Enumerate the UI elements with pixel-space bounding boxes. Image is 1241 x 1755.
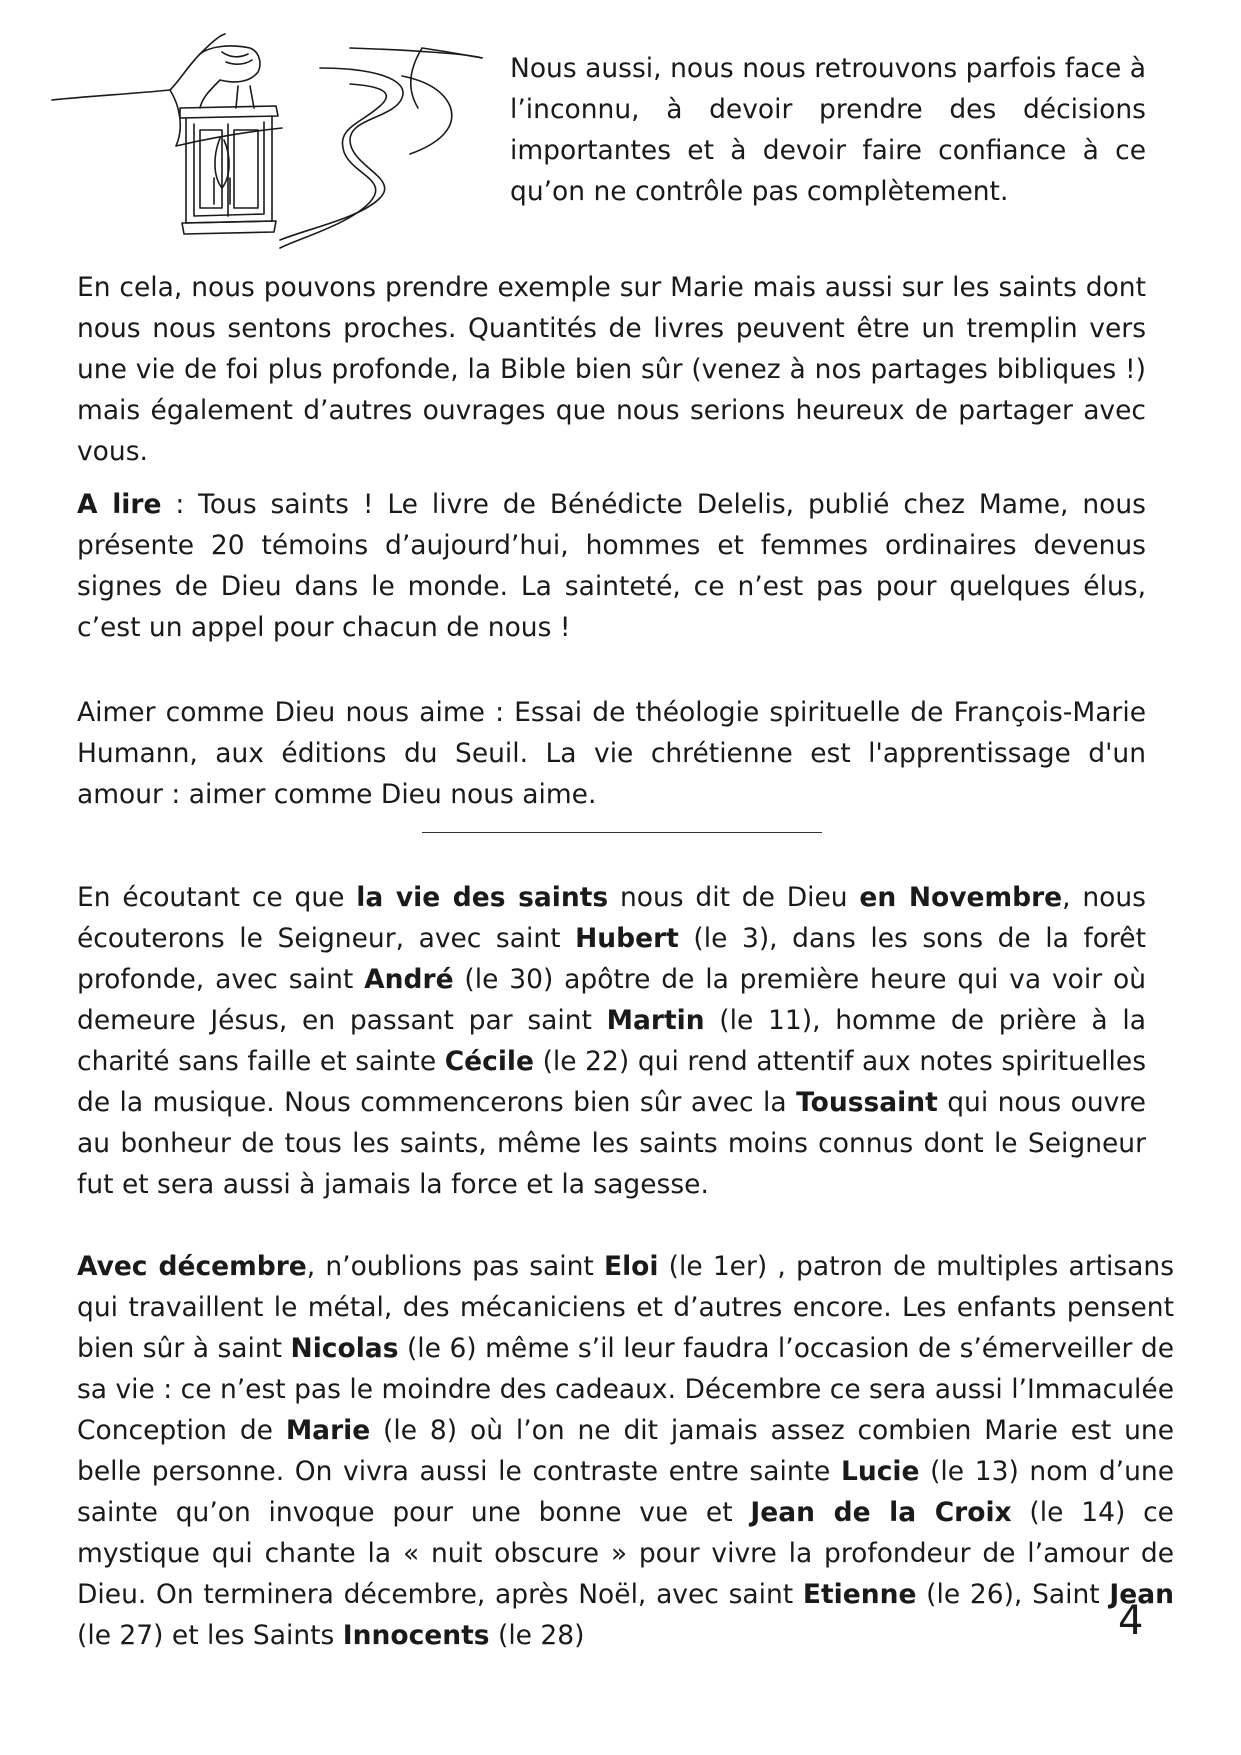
bold-run: Jean — [1109, 1579, 1174, 1610]
a-lire-label: A lire — [77, 489, 162, 520]
text-run: (le 30) apôtre de la première heure qui va voir où demeure Jésus, en passant par saint — [77, 964, 1146, 1036]
bold-run: Nicolas — [290, 1333, 399, 1364]
text-run: (le 14) ce mystique qui chante la « nuit obscure » pour vivre la profondeur de l’amour de Dieu. On terminera décembre, après Noël, avec saint — [77, 1497, 1174, 1610]
body-paragraph-books: En cela, nous pouvons prendre exemple sur Marie mais aussi sur les saints dont nous nous sentons proches. Quantités de livres peuvent être un tremplin vers une vie de foi plus profonde, la Bible bien sûr (venez à nos partages bibliques !) mais également d’autres ouvrages que nous serions heureux de partager avec vous. — [77, 272, 1146, 467]
text-run: nous dit de Dieu — [608, 882, 860, 913]
bold-run: Marie — [285, 1415, 371, 1446]
text-run: (le 27) et les Saints — [77, 1620, 343, 1651]
body-paragraph-decembre — [77, 1246, 1174, 1656]
bold-run: Lucie — [840, 1456, 920, 1487]
text-run: (le 1er) , patron de multiples artisans qui travaillent le métal, des mécaniciens et d’autres encore. Les enfants pensent bien sûr à saint — [77, 1251, 1174, 1364]
page-number: 4 — [1118, 1598, 1144, 1644]
bold-run: Avec décembre — [77, 1251, 307, 1282]
separator-line — [422, 832, 822, 833]
text-run: (le 8) où l’on ne dit jamais assez combien Marie est une belle personne. On vivra aussi le contraste entre sainte — [77, 1415, 1174, 1487]
body-paragraph-aimer: Aimer comme Dieu nous aime : Essai de théologie spirituelle de François-Marie Humann, aux éditions du Seuil. La vie chrétienne est l'apprentissage d'un amour : aimer comme Dieu nous aime. — [77, 697, 1146, 810]
text-run: En écoutant ce que — [77, 882, 357, 913]
bold-run: Jean de la Croix — [750, 1497, 1012, 1528]
text-run: (le 13) nom d’une sainte qu’on invoque pour une bonne vue et — [77, 1456, 1174, 1528]
text-run: (le 6) même s’il leur faudra l’occasion de s’émerveiller de sa vie : ce n’est pas le moindre des cadeaux. Décembre ce sera aussi l’Immaculée Conception de — [77, 1333, 1174, 1446]
text-run: (le 26), Saint — [916, 1579, 1110, 1610]
bold-run: Eloi — [603, 1251, 659, 1282]
text-run: qui nous ouvre au bonheur de tous les saints, même les saints moins connus dont le Seigneur fut et sera aussi à jamais la force et la sagesse. — [77, 1087, 1146, 1200]
bold-run: Toussaint — [796, 1087, 938, 1118]
hand-holding-lantern-illustration — [50, 28, 495, 273]
intro-paragraph: Nous aussi, nous nous retrouvons parfois face à l’inconnu, à devoir prendre des décisions importantes et à devoir faire confiance à ce qu’on ne contrôle pas complètement. — [510, 53, 1146, 207]
body-paragraph-novembre — [77, 877, 1146, 1205]
text-run: , nous écouterons le Seigneur, avec saint — [77, 882, 1146, 954]
bold-run: Hubert — [575, 923, 679, 954]
a-lire-text: : Tous saints ! Le livre de Bénédicte Delelis, publié chez Mame, nous présente 20 témoins d’aujourd’hui, hommes et femmes ordinaires devenus signes de Dieu dans le monde. La sainteté, ce n’est pas pour quelques élus, c’est un appel pour chacun de nous ! — [77, 489, 1146, 643]
text-run: (le 11), homme de prière à la charité sans faille et sainte — [77, 1005, 1146, 1077]
bold-run: Etienne — [802, 1579, 917, 1610]
bold-run: Cécile — [444, 1046, 534, 1077]
text-run: (le 3), dans les sons de la forêt profonde, avec saint — [77, 923, 1146, 995]
bold-run: Innocents — [342, 1620, 490, 1651]
text-run: (le 28) — [489, 1620, 585, 1651]
text-run: , n’oublions pas saint — [306, 1251, 604, 1282]
text-run: (le 22) qui rend attentif aux notes spirituelles de la musique. Nous commencerons bien sûr avec la — [77, 1046, 1147, 1118]
bold-run: André — [364, 964, 454, 995]
body-paragraph-a-lire — [77, 484, 1146, 648]
bold-run: en Novembre — [859, 882, 1063, 913]
bold-run: Martin — [606, 1005, 705, 1036]
bold-run: la vie des saints — [356, 882, 609, 913]
